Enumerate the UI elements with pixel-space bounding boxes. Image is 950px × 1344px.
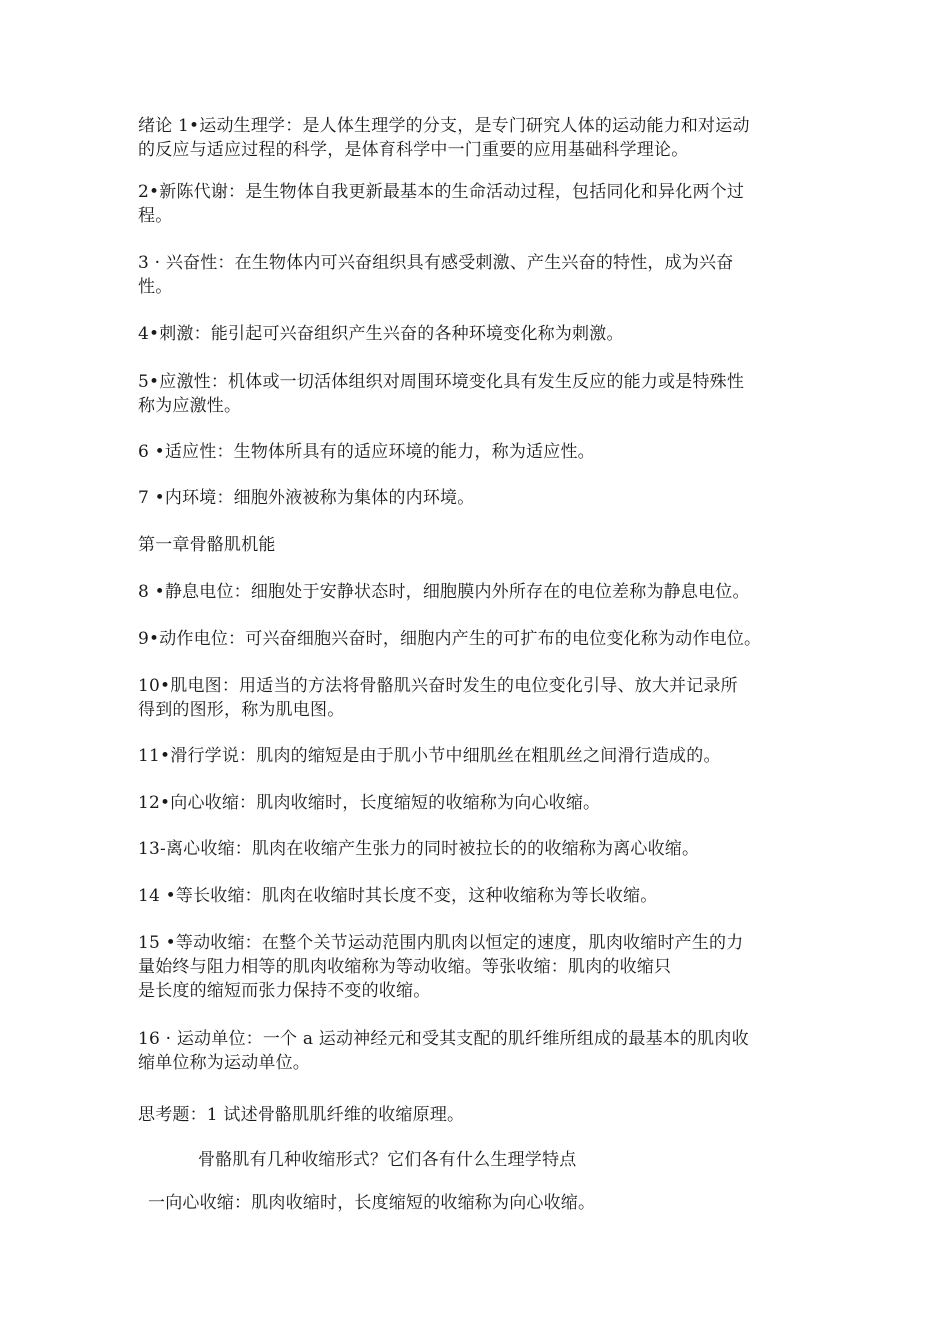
text-line: 2•新陈代谢：是生物体自我更新最基本的生命活动过程，包括同化和异化两个过 (138, 182, 745, 202)
text-line: 11•滑行学说：肌肉的缩短是由于肌小节中细肌丝在粗肌丝之间滑行造成的。 (138, 746, 721, 766)
text-line: 思考题：1 试述骨骼肌肌纤维的收缩原理。 (138, 1105, 465, 1125)
paragraph-definition-excitability (138, 251, 828, 299)
paragraph-definition-motor-unit (138, 1027, 828, 1075)
paragraph-definition-resting-potential (138, 580, 828, 604)
text-line: 一向心收缩：肌肉收缩时，长度缩短的收缩称为向心收缩。 (148, 1193, 596, 1213)
paragraph-definition-emg (138, 674, 828, 722)
question-contraction-forms (198, 1148, 888, 1172)
paragraph-definition-sliding-theory (138, 744, 828, 768)
text-line: 3 · 兴奋性：在生物体内可兴奋组织具有感受刺激、产生兴奋的特性，成为兴奋 (138, 253, 734, 273)
text-line: 性。 (138, 277, 173, 297)
text-line: 7 •内环境：细胞外液被称为集体的内环境。 (138, 488, 475, 508)
text-line: 缩单位称为运动单位。 (138, 1053, 310, 1073)
text-line: 4•刺激：能引起可兴奋组织产生兴奋的各种环境变化称为刺激。 (138, 324, 624, 344)
text-line: 12•向心收缩：肌肉收缩时，长度缩短的收缩称为向心收缩。 (138, 793, 601, 813)
paragraph-definition-exercise-physiology (138, 114, 828, 162)
text-line: 得到的图形，称为肌电图。 (138, 700, 345, 720)
text-line: 程。 (138, 206, 173, 226)
text-line: 5•应激性：机体或一切活体组织对周围环境变化具有发生反应的能力或是特殊性 (138, 372, 745, 392)
paragraph-definition-internal-environment (138, 486, 828, 510)
paragraph-definition-irritability (138, 370, 828, 418)
paragraph-definition-action-potential (138, 627, 828, 651)
paragraph-definition-stimulus (138, 322, 828, 346)
paragraph-definition-concentric (138, 791, 828, 815)
text-line: 是长度的缩短而张力保持不变的收缩。 (138, 981, 431, 1001)
paragraph-definition-metabolism (138, 180, 828, 228)
chapter-heading (138, 533, 828, 557)
text-line: 量始终与阻力相等的肌肉收缩称为等动收缩。等张收缩：肌肉的收缩只 (138, 957, 672, 977)
text-line: 绪论 1•运动生理学：是人体生理学的分支，是专门研究人体的运动能力和对运动 (138, 116, 750, 136)
paragraph-definition-eccentric (138, 837, 828, 861)
text-line: 13-离心收缩：肌肉在收缩产生张力的同时被拉长的的收缩称为离心收缩。 (138, 839, 700, 859)
text-line: 10•肌电图：用适当的方法将骨骼肌兴奋时发生的电位变化引导、放大并记录所 (138, 676, 738, 696)
paragraph-definition-isometric (138, 884, 828, 908)
text-line: 14 •等长收缩：肌肉在收缩时其长度不变，这种收缩称为等长收缩。 (138, 886, 658, 906)
paragraph-definition-isokinetic (138, 931, 828, 1003)
question-heading (138, 1103, 828, 1127)
text-line: 称为应激性。 (138, 396, 242, 416)
text-line: 的反应与适应过程的科学，是体育科学中一门重要的应用基础科学理论。 (138, 140, 689, 160)
text-line: 6 •适应性：生物体所具有的适应环境的能力，称为适应性。 (138, 442, 595, 462)
text-line: 第一章骨骼肌机能 (138, 535, 276, 555)
paragraph-definition-adaptability (138, 440, 828, 464)
text-line: 16 · 运动单位：一个 a 运动神经元和受其支配的肌纤维所组成的最基本的肌肉收 (138, 1029, 749, 1049)
text-line: 骨骼肌有几种收缩形式？它们各有什么生理学特点 (198, 1150, 577, 1170)
text-line: 8 •静息电位：细胞处于安静状态时，细胞膜内外所存在的电位差称为静息电位。 (138, 582, 750, 602)
text-line: 15 •等动收缩：在整个关节运动范围内肌肉以恒定的速度，肌肉收缩时产生的力 (138, 933, 744, 953)
answer-concentric (148, 1191, 838, 1215)
text-line: 9•动作电位：可兴奋细胞兴奋时，细胞内产生的可扩布的电位变化称为动作电位。 (138, 629, 762, 649)
